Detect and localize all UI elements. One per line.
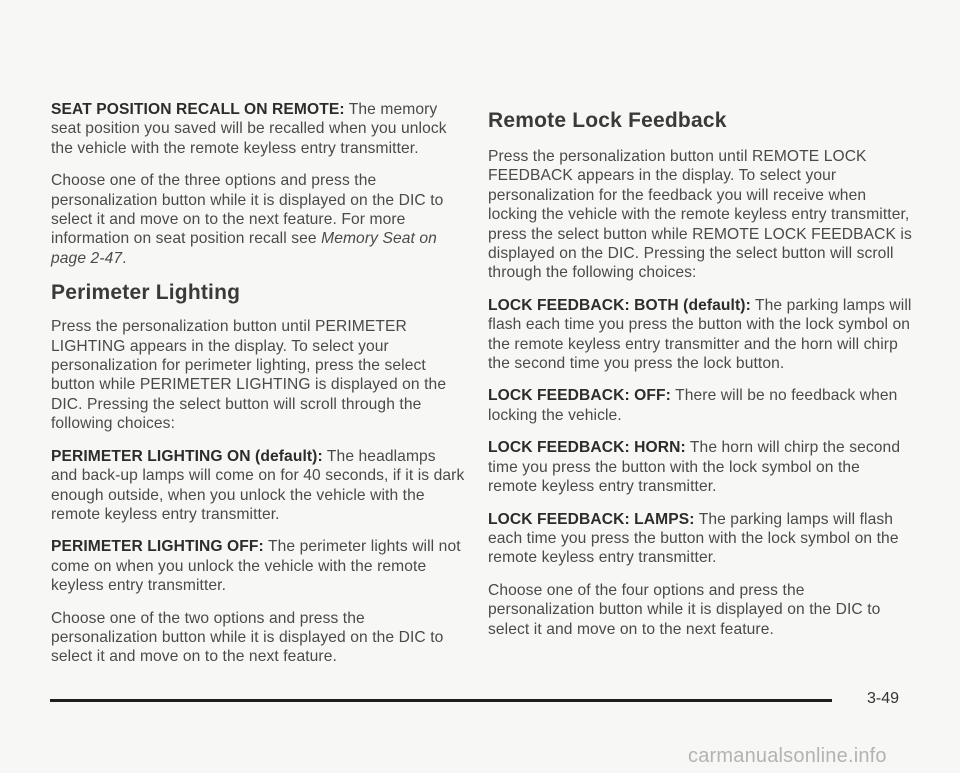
perimeter-off-paragraph [51,537,466,595]
seat-position-recall-paragraph [51,100,466,158]
paragraph-lead: SEAT POSITION RECALL ON REMOTE: [51,101,345,118]
perimeter-on-paragraph [51,447,466,525]
paragraph-text: There will be no feedback when locking the vehicle. [488,387,898,424]
paragraph-text: The parking lamps will flash each time you press the button with the lock symbol on the remote keyless entry transmitter and the horn will chirp the second time you press the lock button. [488,296,912,373]
page-number: 3-49 [867,690,900,707]
paragraph-text: Choose one of the three options and press the personalization button while it is displayed on the DIC to select it and move on to the next feature. For more information on seat position recall see [51,172,444,248]
right-column [488,100,913,652]
paragraph-lead: LOCK FEEDBACK: BOTH (default): [488,296,751,314]
paragraph-lead: PERIMETER LIGHTING ON (default): [51,447,323,465]
remote-lock-intro-paragraph [488,147,913,283]
paragraph-text: Choose one of the two options and press the personalization button while it is displayed on the DIC to select it and move on to the next feature. [51,609,444,666]
paragraph-text: The horn will chirp the second time you press the button with the lock symbol on the remote keyless entry transmitter. [488,439,901,496]
paragraph-lead: LOCK FEEDBACK: HORN: [488,439,686,457]
choose-three-options-paragraph [51,171,466,268]
paragraph-text: The memory seat position you saved will be recalled when you unlock the vehicle with the remote keyless entry transmitter. [51,101,447,157]
memory-seat-reference: Memory Seat on page 2-47 [51,230,437,267]
paragraph-text-end: . [122,249,127,267]
paragraph-text: The headlamps and back-up lamps will come on for 40 seconds, if it is dark enough outside, when you unlock the vehicle with the remote keyless entry transmitter. [51,447,465,523]
paragraph-text: Press the personalization button until PERIMETER LIGHTING appears in the display. To select your personalization for perimeter lighting, press the select button while PERIMETER LIGHTING is displayed on the DIC. Pressing the select button will scroll through the following choices: [51,318,447,433]
paragraph-lead: LOCK FEEDBACK: LAMPS: [488,510,695,528]
perimeter-intro-paragraph [51,317,466,433]
footer-rule [50,699,832,702]
paragraph-lead: LOCK FEEDBACK: OFF: [488,387,671,405]
lock-feedback-off-paragraph [488,386,913,425]
left-column [51,100,466,680]
lock-feedback-lamps-paragraph [488,510,913,568]
paragraph-text: Press the personalization button until REMOTE LOCK FEEDBACK appears in the display. To select your personalization for the feedback you will receive when locking the vehicle with the remote keyless entry transmitter, press the select button while REMOTE LOCK FEEDBACK is displayed on the DIC. Pressing the select button will scroll through the following choices: [488,148,912,282]
remote-lock-feedback-heading: Remote Lock Feedback [488,109,727,132]
paragraph-lead: PERIMETER LIGHTING OFF: [51,538,264,556]
lock-feedback-both-paragraph [488,296,913,374]
paragraph-text: The parking lamps will flash each time you press the button with the lock symbol on the remote keyless entry transmitter. [488,510,899,567]
choose-two-options-paragraph [51,609,466,667]
perimeter-lighting-heading: Perimeter Lighting [51,281,241,305]
watermark: carmanualsonline.info [688,745,887,767]
paragraph-text: Choose one of the four options and press the personalization button while it is displayed on the DIC to select it and move on to the next feature. [488,581,881,638]
lock-feedback-horn-paragraph [488,438,913,496]
paragraph-text: The perimeter lights will not come on when you unlock the vehicle with the remote keyless entry transmitter. [51,538,461,595]
choose-four-options-paragraph [488,581,913,639]
